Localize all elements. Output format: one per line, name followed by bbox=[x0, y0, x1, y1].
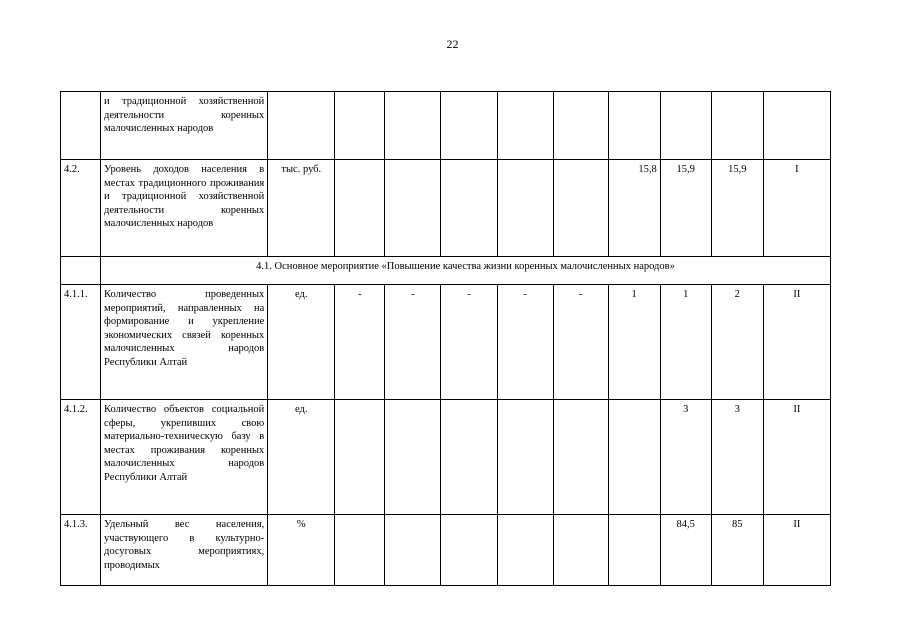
value-cell bbox=[553, 160, 608, 257]
value-cell: 2 bbox=[711, 285, 763, 400]
unit-cell: тыс. руб. bbox=[268, 160, 335, 257]
table-row bbox=[61, 515, 831, 586]
value-cell bbox=[660, 92, 711, 160]
row-number: 4.1.2. bbox=[61, 400, 101, 515]
page-number: 22 bbox=[446, 37, 459, 51]
value-cell bbox=[441, 92, 497, 160]
value-cell: - bbox=[553, 285, 608, 400]
table-row bbox=[61, 400, 831, 515]
value-cell bbox=[497, 400, 553, 515]
value-cell bbox=[385, 92, 441, 160]
value-cell: I bbox=[763, 160, 830, 257]
value-cell: - bbox=[335, 285, 385, 400]
value-cell bbox=[441, 160, 497, 257]
row-number bbox=[61, 92, 101, 160]
value-cell bbox=[711, 92, 763, 160]
value-cell: 3 bbox=[711, 400, 763, 515]
value-cell bbox=[335, 92, 385, 160]
table-row bbox=[61, 92, 831, 160]
indicator-name: Уровень доходов населения в местах традиционного проживания и традиционной хозяйственной деятельности коренных малочисленных народов bbox=[101, 160, 268, 257]
value-cell bbox=[497, 160, 553, 257]
value-cell bbox=[608, 400, 660, 515]
section-heading: 4.1. Основное мероприятие «Повышение качества жизни коренных малочисленных народов» bbox=[101, 257, 831, 285]
value-cell: 3 bbox=[660, 400, 711, 515]
value-cell bbox=[385, 515, 441, 586]
unit-cell: ед. bbox=[268, 285, 335, 400]
indicator-name: Количество объектов социальной сферы, укрепивших свою материально-техническую базу в местах проживания коренных малочисленных народов Республики Алтай bbox=[101, 400, 268, 515]
value-cell: - bbox=[385, 285, 441, 400]
indicator-name: и традиционной хозяйственной деятельности коренных малочисленных народов bbox=[101, 92, 268, 160]
value-cell bbox=[763, 92, 830, 160]
value-cell bbox=[553, 400, 608, 515]
unit-cell bbox=[268, 92, 335, 160]
row-number: 4.2. bbox=[61, 160, 101, 257]
value-cell bbox=[608, 92, 660, 160]
value-cell: II bbox=[763, 400, 830, 515]
value-cell bbox=[441, 400, 497, 515]
row-number: 4.1.3. bbox=[61, 515, 101, 586]
section-spacer bbox=[61, 257, 101, 285]
value-cell: 1 bbox=[660, 285, 711, 400]
row-number: 4.1.1. bbox=[61, 285, 101, 400]
table-row bbox=[61, 160, 831, 257]
unit-cell: ед. bbox=[268, 400, 335, 515]
value-cell bbox=[385, 400, 441, 515]
value-cell: 84,5 bbox=[660, 515, 711, 586]
value-cell: - bbox=[441, 285, 497, 400]
indicators-table bbox=[60, 91, 831, 586]
value-cell bbox=[497, 515, 553, 586]
value-cell bbox=[335, 400, 385, 515]
value-cell bbox=[441, 515, 497, 586]
value-cell: 15,9 bbox=[660, 160, 711, 257]
value-cell bbox=[385, 160, 441, 257]
table-row bbox=[61, 257, 831, 285]
table-row bbox=[61, 285, 831, 400]
unit-cell: % bbox=[268, 515, 335, 586]
value-cell: 1 bbox=[608, 285, 660, 400]
value-cell: - bbox=[497, 285, 553, 400]
indicator-name: Удельный вес населения, участвующего в культурно-досуговых мероприятиях, проводимых bbox=[101, 515, 268, 586]
value-cell bbox=[608, 515, 660, 586]
indicator-name: Количество проведенных мероприятий, направленных на формирование и укрепление экономических связей коренных малочисленных народов Республики Алтай bbox=[101, 285, 268, 400]
value-cell bbox=[335, 515, 385, 586]
value-cell: II bbox=[763, 285, 830, 400]
value-cell: II bbox=[763, 515, 830, 586]
value-cell bbox=[553, 92, 608, 160]
value-cell: 85 bbox=[711, 515, 763, 586]
value-cell bbox=[497, 92, 553, 160]
value-cell: 15,9 bbox=[711, 160, 763, 257]
value-cell: 15,8 bbox=[608, 160, 660, 257]
value-cell bbox=[553, 515, 608, 586]
value-cell bbox=[335, 160, 385, 257]
